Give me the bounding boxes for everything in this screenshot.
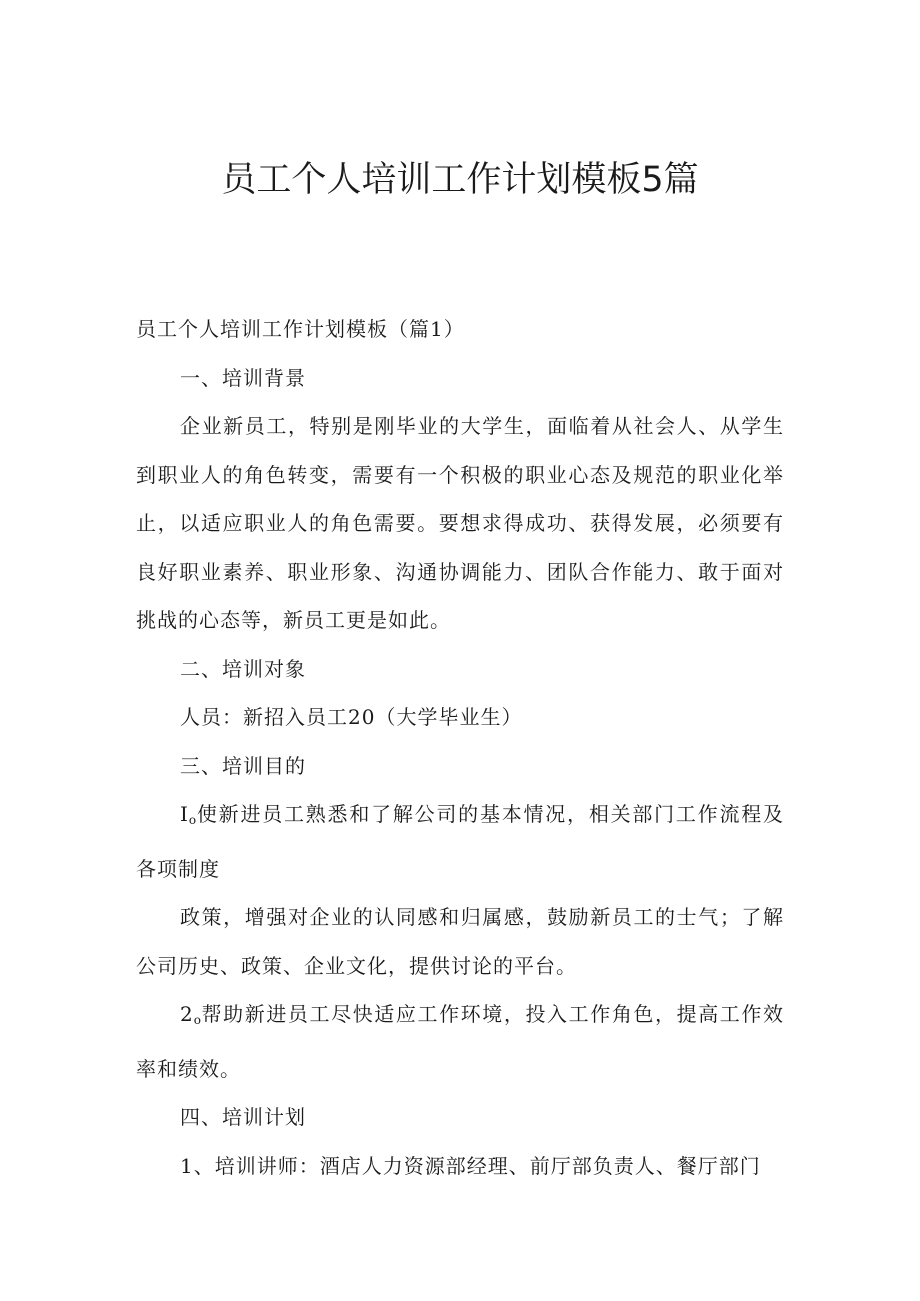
purpose-item-2 [136,990,784,1093]
document-body [136,305,784,1190]
heading-training-plan: 四、培训计划 [180,1105,306,1129]
heading-training-purpose: 三、培训目的 [180,753,306,778]
heading-training-target: 二、培训对象 [180,656,306,681]
purpose-item-2-number: 2 [180,1002,194,1026]
section-subtitle: 员工个人培训工作计划模板（篇1） [136,317,465,341]
purpose-item-2-mark: o [193,1013,201,1027]
purpose-item-1-continued: 政策，增强对企业的认同感和归属感，鼓励新员工的士气；了解公司历史、政策、企业文化，提供讨论的平台。 [136,905,784,978]
paragraph-training-background: 企业新员工，特别是刚毕业的大学生，面临着从社会人、从学生到职业人的角色转变，需要有一个积极的职业心态及规范的职业化举止，以适应职业人的角色需要。要想求得成功、获得发展，必须要有良好职业素养、职业形象、沟通协调能力、团队合作能力、敢于面对挑战的心态等，新员工更是如此。 [136,414,784,632]
purpose-item-1-mark: o [188,813,197,827]
purpose-item-2-text: 帮助新进员工尽快适应工作环境，投入工作角色，提高工作效率和绩效。 [136,1002,784,1081]
heading-training-background: 一、培训背景 [180,365,306,390]
paragraph-training-target: 人员：新招入员工20（大学毕业生） [180,705,523,729]
purpose-item-1-text: 使新进员工熟悉和了解公司的基本情况，相关部门工作流程及各项制度 [136,802,784,881]
plan-item-1: 1、培训讲师：酒店人力资源部经理、前厅部负责人、餐厅部门 [180,1153,761,1178]
purpose-item-1-number: I [180,802,189,826]
document-title: 员工个人培训工作计划模板5篇 [221,160,699,200]
purpose-item-1 [136,790,784,893]
